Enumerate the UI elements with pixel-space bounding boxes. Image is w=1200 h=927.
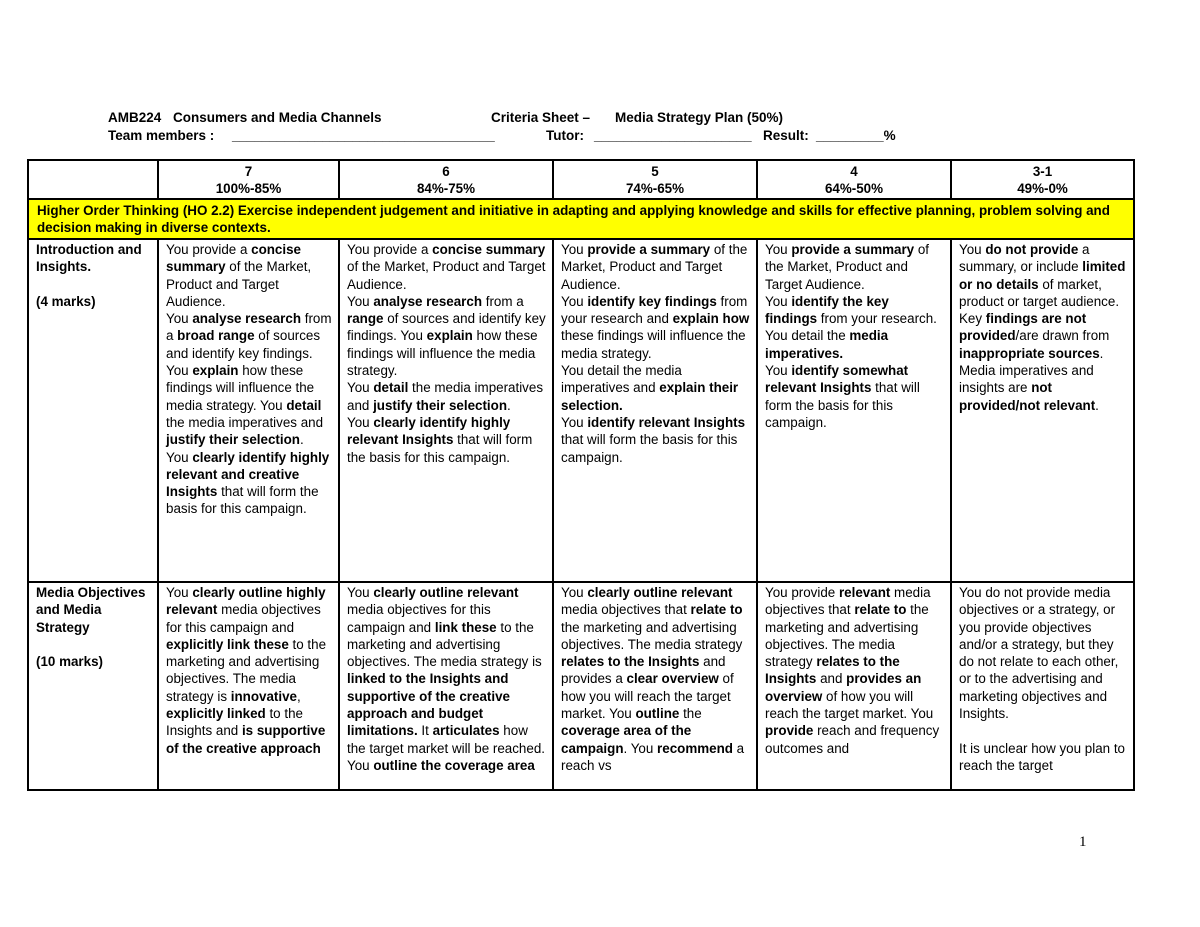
grade-header-row: [28, 160, 1134, 199]
grade-header-4: 4 64%-50%: [757, 160, 951, 199]
result-blank: _________%: [816, 128, 896, 143]
criterion-row-media-objectives: [28, 582, 1134, 790]
descriptor-cell: You provide a concise summary of the Market, Product and Target Audience. You analyse research from a broad range of sources and identify key findings. You explain how these findings will influence the media strategy. You detail the media imperatives and justify their selection. You clearly identify highly relevant and creative Insights that will form the basis for this campaign.: [158, 239, 339, 582]
grade-header-5: 5 74%-65%: [553, 160, 757, 199]
descriptor-cell: You clearly outline highly relevant media objectives for this campaign and explicitly link these to the marketing and advertising objectives. The media strategy is innovative, explicitly linked to the Insights and is supportive of the creative approach: [158, 582, 339, 790]
higher-order-thinking-banner: Higher Order Thinking (HO 2.2) Exercise independent judgement and initiative in adapting and applying knowledge and skills for effective planning, problem solving and decision making in diverse contexts.: [28, 199, 1134, 239]
sheet-title: Media Strategy Plan (50%): [615, 110, 784, 125]
descriptor-cell: You provide a concise summary of the Market, Product and Target Audience. You analyse research from a range of sources and identify key findings. You explain how these findings will influence the media strategy. You detail the media imperatives and justify their selection. You clearly identify highly relevant Insights that will form the basis for this campaign.: [339, 239, 553, 582]
course-code: AMB224: [108, 110, 162, 125]
sheet-label: Criteria Sheet –: [491, 110, 591, 125]
descriptor-cell: You do not provide a summary, or include limited or no details of market, product or target audience. Key findings are not provided/are drawn from inappropriate sources. Media imperatives and insights are not provided/not relevant.: [951, 239, 1134, 582]
team-blank: ___________________________________: [232, 128, 495, 143]
descriptor-cell: You provide a summary of the Market, Product and Target Audience. You identify the key findings from your research. You detail the media imperatives. You identify somewhat relevant Insights that will form the basis for this campaign.: [757, 239, 951, 582]
descriptor-cell: You clearly outline relevant media objectives that relate to the marketing and advertising objectives. The media strategy relates to the Insights and provides a clear overview of how you will reach the target market. You outline the coverage area of the campaign. You recommend a reach vs: [553, 582, 757, 790]
criterion-row-introduction: [28, 239, 1134, 582]
criteria-table: [27, 159, 1135, 791]
page-number: 1: [1079, 834, 1087, 850]
grade-header-7: 7 100%-85%: [158, 160, 339, 199]
corner-cell: [28, 160, 158, 199]
criterion-label: Introduction and Insights. (4 marks): [28, 239, 158, 582]
descriptor-cell: You do not provide media objectives or a strategy, or you provide objectives and/or a strategy, but they do not relate to each other, or to the advertising and marketing objectives and Insights. It is unclear how you plan to reach the target: [951, 582, 1134, 790]
tutor-blank: _____________________: [594, 128, 752, 143]
team-label: Team members :: [108, 128, 215, 143]
tutor-label: Tutor:: [546, 128, 584, 143]
grade-header-3-1: 3-1 49%-0%: [951, 160, 1134, 199]
header-line-2: [108, 128, 1008, 146]
course-name: Consumers and Media Channels: [173, 110, 382, 125]
descriptor-cell: You provide relevant media objectives that relate to the marketing and advertising objectives. The media strategy relates to the Insights and provides an overview of how you will reach the target market. You provide reach and frequency outcomes and: [757, 582, 951, 790]
criterion-label: Media Objectives and Media Strategy (10 marks): [28, 582, 158, 790]
result-label: Result:: [763, 128, 809, 143]
grade-header-6: 6 84%-75%: [339, 160, 553, 199]
header-line-1: [108, 110, 1008, 128]
higher-order-thinking-row: [28, 199, 1134, 239]
descriptor-cell: You provide a summary of the Market, Product and Target Audience. You identify key findings from your research and explain how these findings will influence the media strategy. You detail the media imperatives and explain their selection. You identify relevant Insights that will form the basis for this campaign.: [553, 239, 757, 582]
descriptor-cell: You clearly outline relevant media objectives for this campaign and link these to the marketing and advertising objectives. The media strategy is linked to the Insights and supportive of the creative approach and budget limitations. It articulates how the target market will be reached. You outline the coverage area: [339, 582, 553, 790]
